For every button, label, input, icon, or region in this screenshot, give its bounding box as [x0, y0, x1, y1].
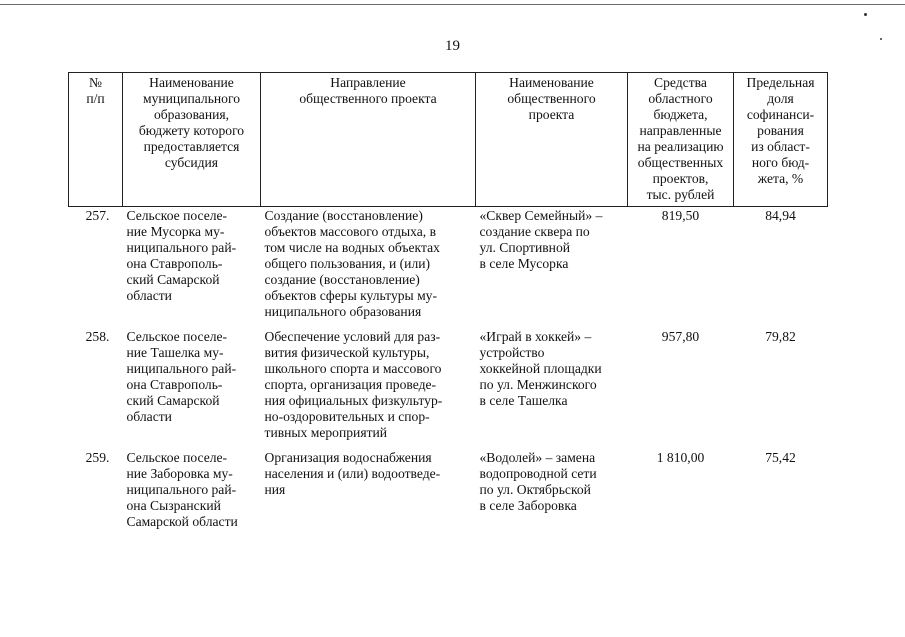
row-project: «Водолей» – замена водопроводной сети по ул. Октябрьской в селе Заборовка: [479, 450, 597, 513]
top-border-line: [0, 4, 905, 5]
row-project: «Играй в хоккей» – устройство хоккейной площадки по ул. Менжинского в селе Ташелка: [479, 329, 602, 408]
header-num: № п/п: [69, 73, 123, 207]
scan-speck: [864, 13, 867, 16]
header-funds: Средства областного бюджета, направленные на реализацию общественных проектов, тыс. рублей: [628, 73, 734, 207]
row-municipality: Сельское поселе- ние Ташелка му- ниципального рай- она Ставрополь- ский Самарской области: [126, 329, 237, 424]
row-municipality: Сельское поселе- ние Заборовка му- ниципального рай- она Сызранский Самарской области: [126, 450, 238, 529]
header-direction: Направление общественного проекта: [261, 73, 476, 207]
header-share: Предельная доля софинанси- рования из област- ного бюд- жета, %: [734, 73, 828, 207]
table-row: [69, 441, 828, 530]
row-direction: Обеспечение условий для раз- вития физической культуры, школьного спорта и массового спорта, организация проведе- ния официальных физкультур- но-оздоровительных и спор- тивных мероприятий: [264, 329, 443, 440]
row-project: «Сквер Семейный» – создание сквера по ул. Спортивной в селе Мусорка: [479, 208, 603, 271]
table-row: [69, 320, 828, 441]
table-row: [69, 207, 828, 321]
header-project: Наименование общественного проекта: [476, 73, 628, 207]
row-municipality: Сельское поселе- ние Мусорка му- ниципального рай- она Ставрополь- ский Самарской области: [126, 208, 237, 303]
header-municipality: Наименование муниципального образования, бюджету которого предоставляется субсидия: [123, 73, 261, 207]
row-num: 257.: [85, 208, 110, 223]
row-share: 75,42: [765, 450, 796, 465]
row-funds: 957,80: [661, 329, 700, 344]
table-header-row: [69, 73, 828, 207]
row-funds: 819,50: [661, 208, 700, 223]
row-direction: Создание (восстановление) объектов массового отдыха, в том числе на водных объектах общего пользования, и (или) создание (восстановление) объектов сферы культуры му- ниципального образования: [264, 208, 440, 319]
subsidy-table: [68, 72, 828, 530]
row-num: 258.: [85, 329, 110, 344]
row-num: 259.: [85, 450, 110, 465]
row-direction: Организация водоснабжения населения и (или) водоотведе- ния: [264, 450, 441, 497]
page-number: 19: [445, 38, 460, 54]
row-funds: 1 810,00: [656, 450, 705, 465]
row-share: 79,82: [765, 329, 796, 344]
row-share: 84,94: [765, 208, 796, 223]
